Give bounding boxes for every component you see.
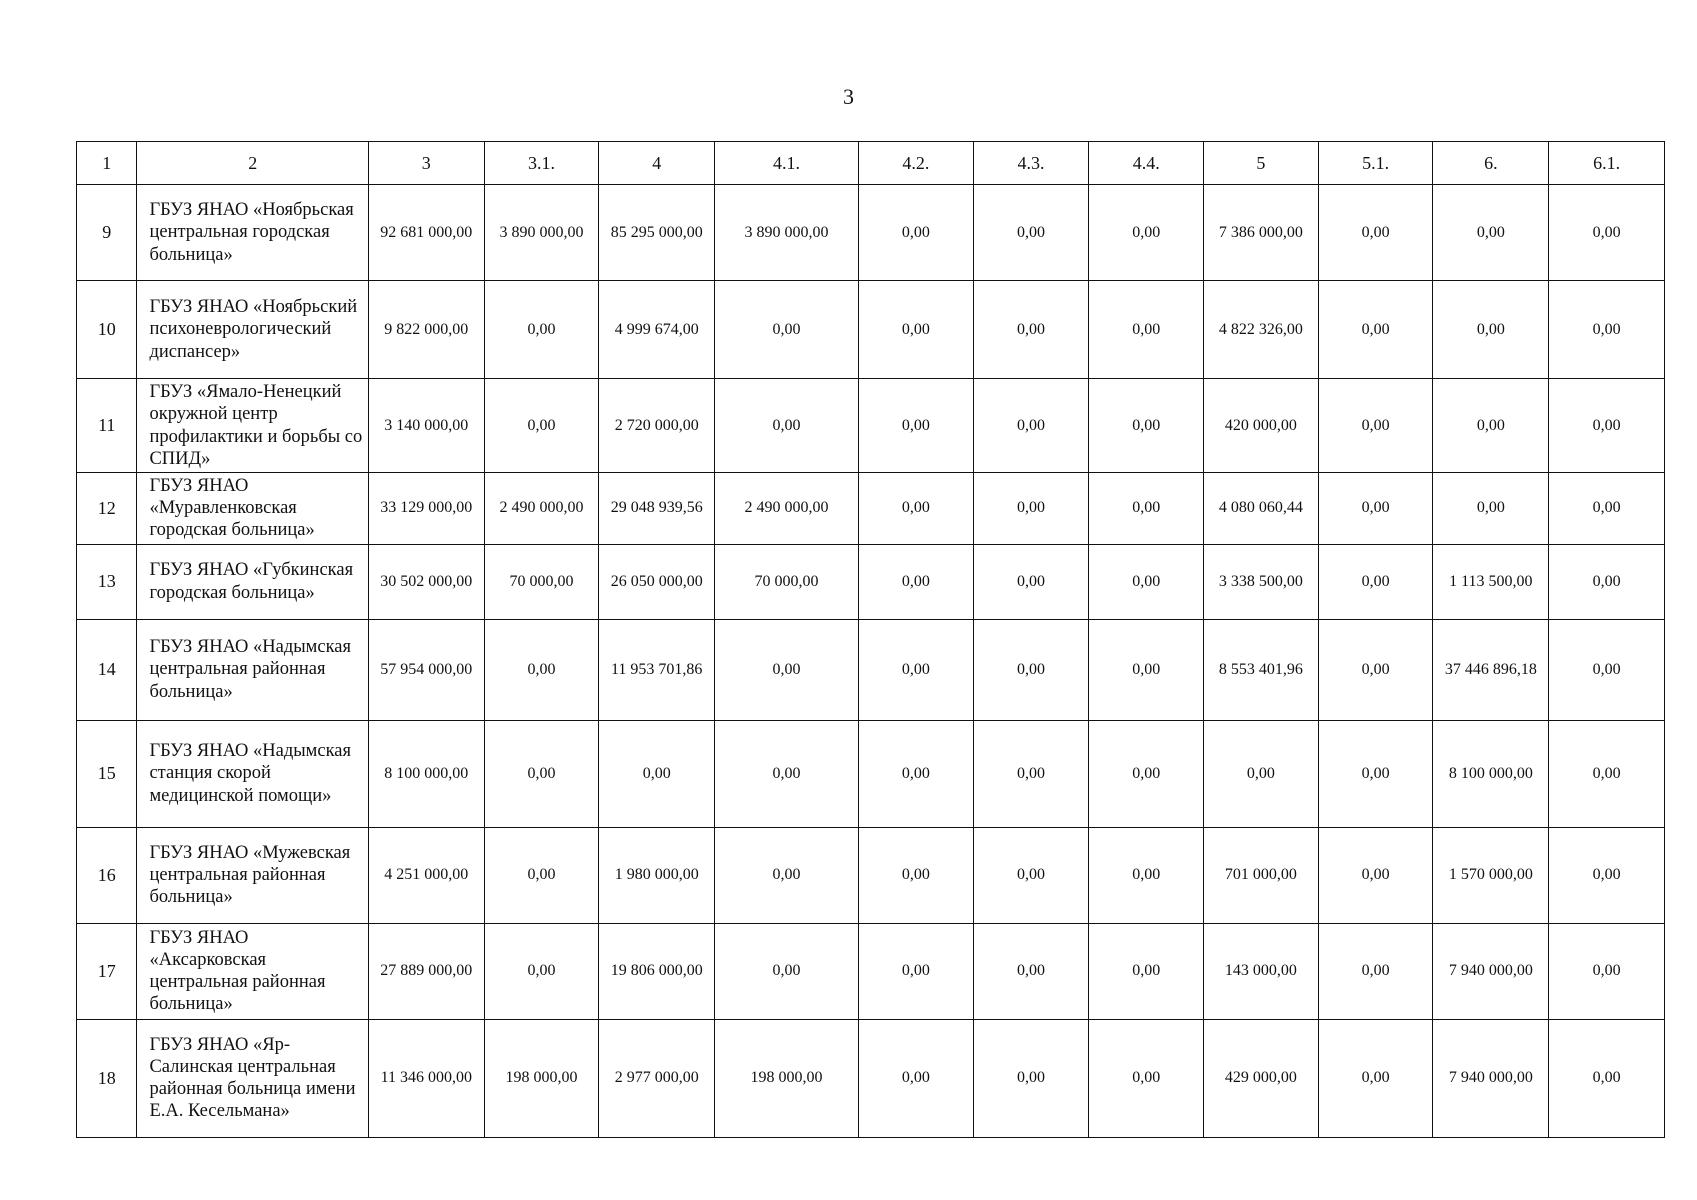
amount-cell: 0,00 <box>1549 185 1665 281</box>
institution-name: ГБУЗ ЯНАО «Надымская центральная районная больница» <box>137 619 368 720</box>
amount-cell: 7 386 000,00 <box>1204 185 1319 281</box>
amount-cell: 1 980 000,00 <box>599 827 715 923</box>
row-number: 14 <box>77 619 137 720</box>
amount-cell: 26 050 000,00 <box>599 544 715 619</box>
column-header: 2 <box>137 142 368 185</box>
amount-cell: 0,00 <box>1089 379 1204 473</box>
amount-cell: 85 295 000,00 <box>599 185 715 281</box>
amount-cell: 0,00 <box>484 720 599 827</box>
amount-cell: 701 000,00 <box>1204 827 1319 923</box>
amount-cell: 0,00 <box>1549 1019 1665 1137</box>
amount-cell: 143 000,00 <box>1204 923 1319 1019</box>
row-number: 11 <box>77 379 137 473</box>
amount-cell: 0,00 <box>1549 923 1665 1019</box>
column-header: 4.2. <box>858 142 973 185</box>
amount-cell: 0,00 <box>715 379 859 473</box>
amount-cell: 4 080 060,44 <box>1204 473 1319 545</box>
amount-cell: 0,00 <box>1318 1019 1433 1137</box>
amount-cell: 0,00 <box>715 281 859 379</box>
column-header: 4.3. <box>973 142 1089 185</box>
amount-cell: 70 000,00 <box>715 544 859 619</box>
row-number: 9 <box>77 185 137 281</box>
amount-cell: 0,00 <box>715 827 859 923</box>
amount-cell: 0,00 <box>973 379 1089 473</box>
amount-cell: 0,00 <box>1318 281 1433 379</box>
amount-cell: 198 000,00 <box>484 1019 599 1137</box>
amount-cell: 420 000,00 <box>1204 379 1319 473</box>
amount-cell: 0,00 <box>858 473 973 545</box>
amount-cell: 0,00 <box>1318 379 1433 473</box>
institution-name: ГБУЗ «Ямало-Ненецкий окружной центр профилактики и борьбы со СПИД» <box>137 379 368 473</box>
row-number: 10 <box>77 281 137 379</box>
table-row <box>77 827 1665 923</box>
amount-cell: 0,00 <box>599 720 715 827</box>
table-row <box>77 379 1665 473</box>
column-header: 1 <box>77 142 137 185</box>
column-header: 6. <box>1433 142 1549 185</box>
amount-cell: 0,00 <box>715 923 859 1019</box>
amount-cell: 3 338 500,00 <box>1204 544 1319 619</box>
amount-cell: 0,00 <box>858 379 973 473</box>
amount-cell: 429 000,00 <box>1204 1019 1319 1137</box>
table-row <box>77 281 1665 379</box>
amount-cell: 0,00 <box>1089 923 1204 1019</box>
amount-cell: 4 822 326,00 <box>1204 281 1319 379</box>
row-number: 17 <box>77 923 137 1019</box>
amount-cell: 0,00 <box>1318 720 1433 827</box>
table-row <box>77 185 1665 281</box>
amount-cell: 33 129 000,00 <box>368 473 484 545</box>
amount-cell: 1 570 000,00 <box>1433 827 1549 923</box>
table-body <box>77 185 1665 1138</box>
amount-cell: 0,00 <box>715 720 859 827</box>
amount-cell: 0,00 <box>1089 185 1204 281</box>
budget-table <box>76 141 1665 1138</box>
amount-cell: 30 502 000,00 <box>368 544 484 619</box>
amount-cell: 2 977 000,00 <box>599 1019 715 1137</box>
row-number: 13 <box>77 544 137 619</box>
amount-cell: 0,00 <box>484 281 599 379</box>
column-header: 3.1. <box>484 142 599 185</box>
amount-cell: 198 000,00 <box>715 1019 859 1137</box>
amount-cell: 0,00 <box>1549 544 1665 619</box>
row-number: 16 <box>77 827 137 923</box>
column-header: 5.1. <box>1318 142 1433 185</box>
amount-cell: 4 999 674,00 <box>599 281 715 379</box>
amount-cell: 0,00 <box>973 720 1089 827</box>
amount-cell: 0,00 <box>1089 281 1204 379</box>
amount-cell: 0,00 <box>1089 619 1204 720</box>
amount-cell: 3 890 000,00 <box>715 185 859 281</box>
institution-name: ГБУЗ ЯНАО «Губкинская городская больница» <box>137 544 368 619</box>
amount-cell: 0,00 <box>1549 473 1665 545</box>
institution-name: ГБУЗ ЯНАО «Мужевская центральная районная больница» <box>137 827 368 923</box>
amount-cell: 0,00 <box>1089 544 1204 619</box>
amount-cell: 0,00 <box>1318 544 1433 619</box>
amount-cell: 0,00 <box>1433 281 1549 379</box>
page-number: 3 <box>843 84 854 109</box>
amount-cell: 0,00 <box>1089 1019 1204 1137</box>
amount-cell: 0,00 <box>1549 379 1665 473</box>
amount-cell: 92 681 000,00 <box>368 185 484 281</box>
amount-cell: 0,00 <box>858 281 973 379</box>
amount-cell: 0,00 <box>1549 720 1665 827</box>
column-header: 5 <box>1204 142 1319 185</box>
amount-cell: 0,00 <box>715 619 859 720</box>
amount-cell: 0,00 <box>858 544 973 619</box>
amount-cell: 2 490 000,00 <box>484 473 599 545</box>
institution-name: ГБУЗ ЯНАО «Надымская станция скорой медицинской помощи» <box>137 720 368 827</box>
amount-cell: 0,00 <box>973 619 1089 720</box>
amount-cell: 0,00 <box>973 281 1089 379</box>
column-header: 4 <box>599 142 715 185</box>
amount-cell: 3 890 000,00 <box>484 185 599 281</box>
row-number: 15 <box>77 720 137 827</box>
amount-cell: 0,00 <box>973 827 1089 923</box>
amount-cell: 11 346 000,00 <box>368 1019 484 1137</box>
amount-cell: 1 113 500,00 <box>1433 544 1549 619</box>
institution-name: ГБУЗ ЯНАО «Ноябрьская центральная городская больница» <box>137 185 368 281</box>
institution-name: ГБУЗ ЯНАО «Муравленковская городская больница» <box>137 473 368 545</box>
column-header: 4.1. <box>715 142 859 185</box>
institution-name: ГБУЗ ЯНАО «Яр-Салинская центральная районная больница имени Е.А. Кесельмана» <box>137 1019 368 1137</box>
amount-cell: 8 100 000,00 <box>1433 720 1549 827</box>
amount-cell: 0,00 <box>1549 619 1665 720</box>
amount-cell: 0,00 <box>858 827 973 923</box>
header-row <box>77 142 1665 185</box>
amount-cell: 0,00 <box>973 544 1089 619</box>
amount-cell: 0,00 <box>1318 473 1433 545</box>
amount-cell: 37 446 896,18 <box>1433 619 1549 720</box>
amount-cell: 0,00 <box>484 619 599 720</box>
amount-cell: 4 251 000,00 <box>368 827 484 923</box>
column-header: 3 <box>368 142 484 185</box>
amount-cell: 0,00 <box>858 720 973 827</box>
table-row <box>77 473 1665 545</box>
row-number: 12 <box>77 473 137 545</box>
column-header: 4.4. <box>1089 142 1204 185</box>
table-row <box>77 619 1665 720</box>
amount-cell: 29 048 939,56 <box>599 473 715 545</box>
amount-cell: 0,00 <box>1433 185 1549 281</box>
amount-cell: 0,00 <box>973 923 1089 1019</box>
amount-cell: 70 000,00 <box>484 544 599 619</box>
table-row <box>77 720 1665 827</box>
amount-cell: 0,00 <box>1318 923 1433 1019</box>
amount-cell: 0,00 <box>1318 185 1433 281</box>
amount-cell: 0,00 <box>973 473 1089 545</box>
amount-cell: 2 490 000,00 <box>715 473 859 545</box>
amount-cell: 11 953 701,86 <box>599 619 715 720</box>
amount-cell: 0,00 <box>484 379 599 473</box>
amount-cell: 8 553 401,96 <box>1204 619 1319 720</box>
row-number: 18 <box>77 1019 137 1137</box>
amount-cell: 19 806 000,00 <box>599 923 715 1019</box>
amount-cell: 2 720 000,00 <box>599 379 715 473</box>
amount-cell: 57 954 000,00 <box>368 619 484 720</box>
amount-cell: 7 940 000,00 <box>1433 923 1549 1019</box>
amount-cell: 0,00 <box>484 923 599 1019</box>
amount-cell: 0,00 <box>858 185 973 281</box>
table-row <box>77 923 1665 1019</box>
amount-cell: 0,00 <box>858 619 973 720</box>
amount-cell: 0,00 <box>1549 827 1665 923</box>
amount-cell: 0,00 <box>1318 827 1433 923</box>
institution-name: ГБУЗ ЯНАО «Аксарковская центральная районная больница» <box>137 923 368 1019</box>
amount-cell: 0,00 <box>858 1019 973 1137</box>
column-header: 6.1. <box>1549 142 1665 185</box>
table-row <box>77 544 1665 619</box>
amount-cell: 0,00 <box>1204 720 1319 827</box>
amount-cell: 3 140 000,00 <box>368 379 484 473</box>
amount-cell: 9 822 000,00 <box>368 281 484 379</box>
amount-cell: 27 889 000,00 <box>368 923 484 1019</box>
table-row <box>77 1019 1665 1137</box>
institution-name: ГБУЗ ЯНАО «Ноябрьский психоневрологический диспансер» <box>137 281 368 379</box>
amount-cell: 0,00 <box>1089 473 1204 545</box>
amount-cell: 0,00 <box>1089 827 1204 923</box>
amount-cell: 0,00 <box>858 923 973 1019</box>
amount-cell: 8 100 000,00 <box>368 720 484 827</box>
amount-cell: 0,00 <box>1318 619 1433 720</box>
amount-cell: 0,00 <box>1089 720 1204 827</box>
amount-cell: 0,00 <box>973 1019 1089 1137</box>
amount-cell: 0,00 <box>973 185 1089 281</box>
amount-cell: 7 940 000,00 <box>1433 1019 1549 1137</box>
amount-cell: 0,00 <box>484 827 599 923</box>
amount-cell: 0,00 <box>1433 473 1549 545</box>
amount-cell: 0,00 <box>1549 281 1665 379</box>
amount-cell: 0,00 <box>1433 379 1549 473</box>
